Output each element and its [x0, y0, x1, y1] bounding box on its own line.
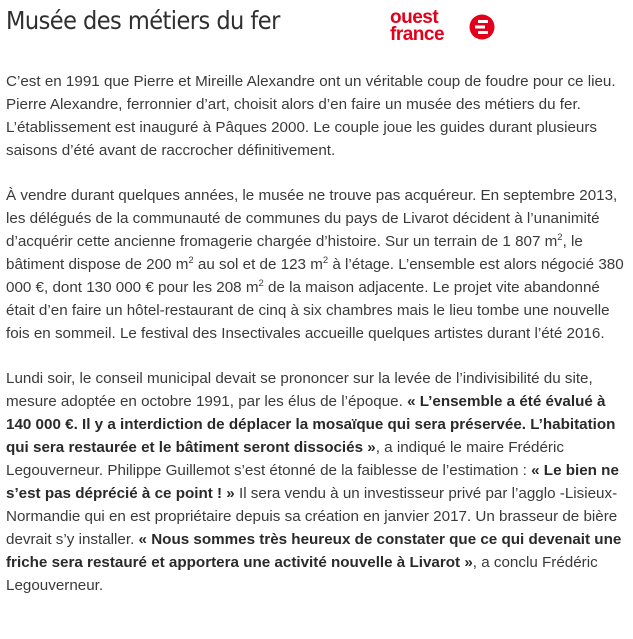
quote-guillemot: « Le bien ne s’est pas déprécié à ce point ! »: [6, 462, 619, 502]
quote-evaluation: « L’ensemble a été évalué à 140 000 €. Il y a interdiction de déplacer la mosaïque qui sera préservée. L’habitation qui sera restaurée et le bâtiment seront dissociés »: [6, 393, 616, 456]
paragraph-2-text-a: À vendre durant quelques années, le musée ne trouve pas acquéreur. En septembre 2013, les délégués de la communauté de communes du pays de Livarot décident à l’unanimité d’acquérir cette ancienne fromagerie chargée d’histoire. Sur un terrain de 1 807 m: [6, 187, 618, 250]
superscript-squared: 2: [557, 231, 563, 243]
logo-text-france: france: [390, 24, 445, 45]
paragraph-1: C’est en 1991 que Pierre et Mireille Alexandre ont un véritable coup de foudre pour ce lieu. Pierre Alexandre, ferronnier d’art, choisit alors d’en faire un musée des métiers du fer. L’établissement est inauguré à Pâques 2000. Le couple joue les guides durant plusieurs saisons d’été avant de raccrocher définitivement.: [6, 73, 616, 159]
paragraph-2-text-b: , le bâtiment dispose de 200 m: [6, 233, 583, 273]
article-header: [0, 0, 633, 52]
superscript-squared: 2: [258, 277, 264, 289]
paragraph-3-text-a: Lundi soir, le conseil municipal devait se prononcer sur la levée de l’indivisibilité du site, mesure adoptée en octobre 1991, par les élus de l’époque.: [6, 370, 593, 410]
ouest-france-logo[interactable]: [390, 8, 500, 46]
quote-mayor: « Nous sommes très heureux de constater que ce qui devenait une friche sera restauré et apportera une activité nouvelle à Livarot »: [6, 531, 622, 571]
paragraph-3: [6, 367, 628, 597]
article-body: [6, 70, 628, 597]
paragraph-3-text-b: , a indiqué le maire Frédéric Legouverneur. Philippe Guillemot s’est étonné de la faiblesse de l’estimation :: [6, 439, 564, 479]
paragraph-2-text-c: au sol et de 123 m: [193, 256, 323, 273]
logo-text-ouest: ouest: [390, 7, 439, 28]
superscript-squared: 2: [322, 254, 329, 266]
ouest-france-logo-icon: [469, 14, 495, 40]
paragraph-2-text-e: de la maison adjacente. Le projet vite abandonné était d’en faire un hôtel-restaurant de cinq à six chambres mais le lieu tombe une nouvelle fois en sommeil. Le festival des Insectivales accueille quelques artistes durant l’été 2016.: [6, 279, 610, 342]
paragraph-3-text-d: , a conclu Frédéric Legouverneur.: [6, 554, 598, 594]
paragraph-2: [6, 184, 628, 345]
superscript-squared: 2: [188, 254, 194, 266]
paragraph-2-text-d: à l’étage. L’ensemble est alors négocié 380 000 €, dont 130 000 € pour les 208 m: [6, 256, 624, 296]
paragraph-3-text-c: Il sera vendu à un investisseur privé par l’agglo -Lisieux-Normandie qui en est propriétaire depuis sa création en janvier 2017. Un brasseur de bière devrait s’y installer.: [6, 485, 618, 548]
page-title: Musée des métiers du fer: [6, 6, 280, 35]
